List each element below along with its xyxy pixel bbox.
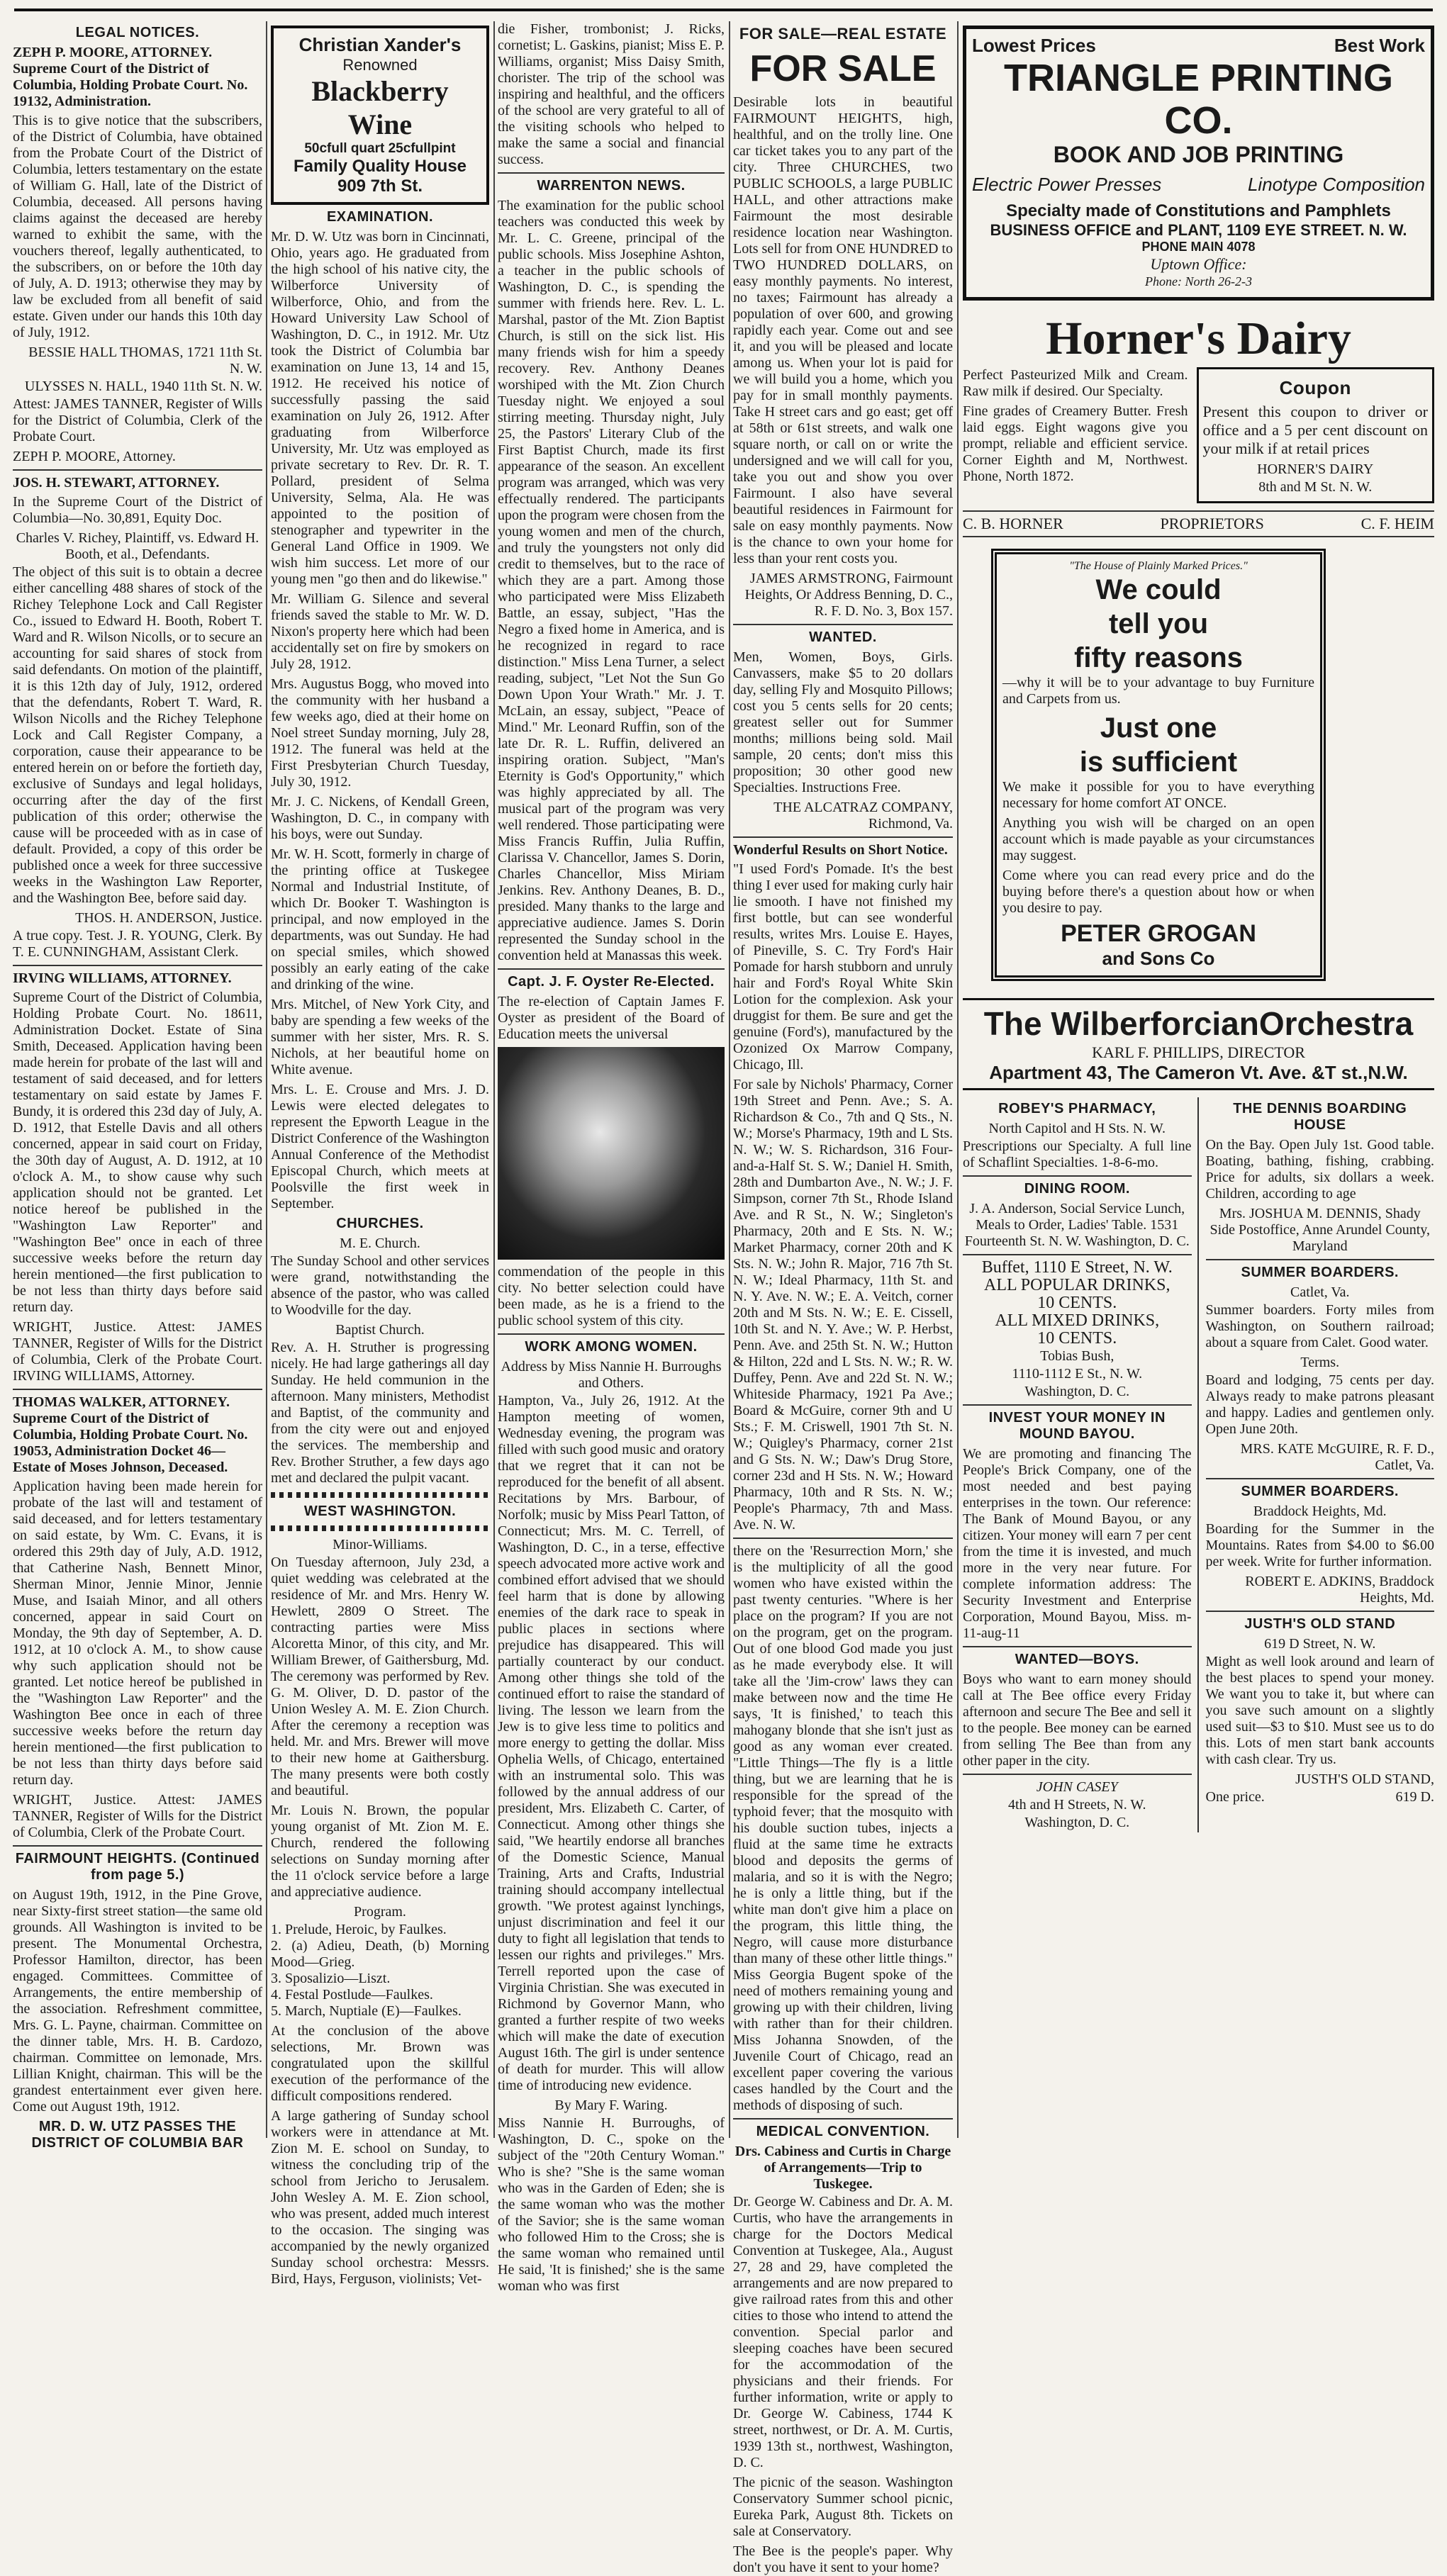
proprietor: C. B. HORNER: [963, 515, 1063, 532]
attorney: ZEPH P. MOORE, Attorney.: [13, 449, 176, 464]
ad-heading: WANTED—BOYS.: [1015, 1652, 1139, 1667]
divider: [13, 1845, 262, 1847]
ad-line: 50cfull quart 25cfullpint: [304, 141, 456, 156]
signature: WRIGHT, Justice. Attest: JAMES TANNER, Register of Wills for the District of Columbia, Clerk of the Probate Court.: [13, 1792, 262, 1840]
ad-line: 619 D.: [1395, 1789, 1434, 1805]
ad-line: Family Quality House: [293, 157, 467, 176]
section-heading: CHURCHES.: [336, 1216, 424, 1231]
column-news: [271, 21, 489, 2287]
article-heading: Capt. J. F. Oyster Re-Elected.: [508, 974, 715, 990]
ad-line: 1110-1112 E St., N. W.: [1012, 1366, 1143, 1382]
coupon-body: Present this coupon to driver or office and a 5 per cent discount on your milk if at retail prices: [1202, 403, 1428, 457]
ad-body: Anything you wish will be charged on an open account which is made payable as your circumstances may suggest.: [1002, 815, 1314, 863]
byline: Address by Miss Nannie H. Burroughs and Others.: [501, 1359, 722, 1391]
grogan-name: PETER GROGAN: [1061, 920, 1256, 947]
ad-heading: SUMMER BOARDERS.: [1241, 1484, 1399, 1499]
ad-line: BUSINESS OFFICE and PLANT, 1109 EYE STREET. N. W.: [990, 221, 1407, 239]
article-body: commendation of the people in this city. No better selection could have been made, as he is a friend to the public school system of this city.: [498, 1264, 725, 1328]
ad-line: Linotype Composition: [1247, 174, 1425, 195]
signature: ULYSSES N. HALL, 1940 11th St. N. W.: [24, 379, 262, 394]
column-rule: [957, 21, 959, 2138]
ad-heading: JUSTH'S OLD STAND: [1244, 1616, 1396, 1632]
divider: [498, 1333, 725, 1335]
divider: [733, 1538, 953, 1539]
ad-line: Best Work: [1334, 35, 1425, 56]
ad-line: JOHN CASEY: [1036, 1779, 1118, 1795]
signature: THOS. H. ANDERSON, Justice.: [75, 910, 262, 926]
article-heading: EXAMINATION.: [326, 209, 434, 225]
divider: [963, 1254, 1192, 1255]
ad-line: is sufficient: [1079, 746, 1238, 778]
ad-body: Might as well look around and learn of the best places to spend your money. We want you to take it, but where can you save such amount on a slightly used suit—$3 to $10. Must see us to do this. Lots of men start bank accounts with cash clear. Try us.: [1205, 1654, 1434, 1767]
notice: The picnic of the season. Washington Conservatory Summer school picnic, Eureka Park, August 8th. Tickets on sale at Conservatory.: [733, 2475, 953, 2539]
for-sale-title: FOR SALE: [749, 48, 937, 89]
article-heading: WARRENTON NEWS.: [537, 178, 686, 194]
orchestra-director: KARL F. PHILLIPS, DIRECTOR: [1092, 1043, 1305, 1061]
ad-line: Washington, D. C.: [1024, 1384, 1130, 1399]
ad-tagline: "The House of Plainly Marked Prices.": [1069, 560, 1248, 572]
divider: [733, 624, 953, 625]
divider: [13, 1389, 262, 1390]
orchestra-address: Apartment 43, The Cameron Vt. Ave. &T st.,N.W.: [989, 1062, 1408, 1083]
article-body: The examination for the public school teachers was conducted this week by Mr. L. C. Greene, principal of the public schools. Miss Josephine Ashton, a teacher in the public schools of Washington, D. C., is spending the summer with friends here. Rev. L. L. Marshal, pastor of the Mt. Zion Baptist Church, is still on the sick list. His many friends wish for him a speedy recovery. Rev. Anthony Deanes worshiped with the Mt. Zion Church Tuesday night. We enjoyed a soul stirring meeting. Thursday night, July 25, the Pastors' Literary Club of the First Baptist Church, made its first appearance of the season. An excellent program was arranged, which was very effectually rendered. The participants upon the program were chosen from the young women and men of the church, and truly the youngsters not only did credit to themselves, but to the race of which they are a part. Among those who participated were Miss Elizabeth Battle, an essay, subject, "Has the Negro a fixed home in America, and is he recognized in regard to race distinction." Miss Lena Turner, a select reading, subject, "Let Not the Sun Go Down Upon Your Wrath." Mr. J. T. McLain, an essay, subject, "Peace of Mind." Mr. Leonard Ruffin, son of the late Dr. R. L. Ruffin, delivered an inspiring oration. Subject, "Man's Eternity is God's Opportunity," which was highly appreciated by all. The musical part of the program was very well rendered. Those participating were Miss Francis Ruffin, Julia Ruffin, Clarissa V. Chancellor, James S. Dorin, Charles Chancellor, Miss Miriam Jenkins. Rev. Anthony Deanes, B. D., presided. Many thanks to the large and appreciative audience. James S. Dorin represented the Sunday school in the convention held at Manassas this week.: [498, 198, 725, 963]
coupon-heading: Coupon: [1279, 377, 1351, 398]
ad-line: Washington, D. C.: [1024, 1815, 1130, 1830]
divider: [1206, 1259, 1435, 1260]
ad-line: 4th and H Streets, N. W.: [1008, 1797, 1146, 1813]
sub-heading: M. E. Church.: [340, 1236, 420, 1251]
ad-line: Specialty made of Constitutions and Pamphlets: [1006, 201, 1391, 220]
ad-line: North Capitol and H Sts. N. W.: [988, 1121, 1166, 1136]
notice-body: This is to give notice that the subscribers, of the District of Columbia, have obtained from the Probate Court of the District of Columbia, letters testamentary on the estate of William G. Hall, late of the District of Columbia, deceased. All persons having claims against the deceased are hereby warned to exhibit the same, with the vouchers thereof, legally authenticated, to the subscribers, on or before the 10th day of July, A. D. 1913; otherwise they may by law be excluded from all benefit of said estate. Given under our hands this 10th day of July, 1912.: [13, 113, 262, 340]
program-item: 3. Sposalizio—Liszt.: [271, 1971, 391, 1986]
divider: [733, 2118, 953, 2119]
ad-heading: THE DENNIS BOARDING HOUSE: [1233, 1101, 1407, 1133]
ad-line: One price.: [1205, 1789, 1265, 1805]
sub-heading: Drs. Cabiness and Curtis in Charge of Arrangements—Trip to Tuskegee.: [734, 2144, 951, 2192]
ad-line: Phone: North 26-2-3: [1145, 274, 1252, 289]
divider: [963, 1404, 1192, 1406]
ad-sig: JUSTH'S OLD STAND,: [1295, 1771, 1434, 1787]
ad-heading: ROBEY'S PHARMACY,: [998, 1101, 1156, 1116]
grogan-sons: and Sons Co: [1102, 948, 1215, 969]
news-item: Mr. J. C. Nickens, of Kendall Green, Washington, D. C., in company with his boys, were out Sunday.: [271, 794, 489, 842]
signature: JAMES ARMSTRONG, Fairmount Heights, Or Address Benning, D. C., R. F. D. No. 3, Box 157.: [744, 571, 953, 619]
ads-right: [1206, 1097, 1435, 1832]
article-body: on August 19th, 1912, in the Pine Grove, near Sixty-first street station—the same old grounds. All Washington is invited to be present. The Monumental Orchestra, Professor Hamilton, director, has been engaged. Committees. Committee of Arrangements, the entire membership of the association. Refreshment committee, Mrs. G. L. Payne, chairman. Committee on the dinner table, Mrs. H. B. Cardozo, chairman. Committee on lemonade, Mrs. Lillian Knight, chairman. This will be the grandest entertainment ever given here. Come out August 19th, 1912.: [13, 1887, 262, 2115]
coupon-sig: HORNER'S DAIRY: [1257, 461, 1374, 477]
news-item: Mr. William G. Silence and several friends saved the stable to Mr. W. D. Nixon's property here which had been accidentally set on fire by smokers on July 28, 1912.: [271, 591, 489, 672]
ad-line: Blackberry Wine: [311, 75, 449, 140]
article-body: Miss Nannie H. Burroughs, of Washington, D. C., spoke on the subject of the "20th Century Woman." Who is she? "She is the same woman who was in the Garden of Eden; she is the same woman who was the mother of the Savior; she is the same woman who followed Him to the Cross; she is the same woman who remained until He said, 'It is finished;' she is the same woman who was first: [498, 2115, 725, 2294]
ad-line: Just one: [1100, 712, 1217, 744]
triangle-printing-ad: [963, 26, 1434, 301]
divider: [498, 172, 725, 174]
article-body: At the conclusion of the above selections, Mr. Brown was congratulated upon the skillful execution of the performance of the difficult compositions rendered.: [271, 2023, 489, 2104]
column-rule: [729, 21, 730, 2138]
portrait-photo: [498, 1047, 725, 1260]
ornament-strip: [271, 1525, 489, 1531]
program-item: 2. (a) Adieu, Death, (b) Morning Mood—Grieg.: [271, 1938, 489, 1970]
ad-line: fifty reasons: [1074, 642, 1243, 673]
article-body: The re-election of Captain James F. Oyster as president of the Board of Education meets the universal: [498, 994, 725, 1042]
ad-body: J. A. Anderson, Social Service Lunch, Meals to Order, Ladies' Table. 1531 Fourteenth St. N. W. Washington, D. C.: [964, 1201, 1190, 1249]
divider: [13, 469, 262, 471]
ad-line: ALL POPULAR DRINKS,: [984, 1276, 1171, 1294]
notice: The Bee is the people's paper. Why don't you have it sent to your home?: [733, 2543, 953, 2575]
ad-line: Braddock Heights, Md.: [1253, 1503, 1387, 1519]
grogan-furniture-ad: [991, 549, 1326, 981]
ad-line: Catlet, Va.: [1290, 1284, 1350, 1300]
ad-body: We are promoting and financing The People's Brick Company, one of the most needed and best paying enterprises in the town. Our reference: The Bank of Mound Bayou, or any citizen. Your money will earn 7 per cent from the time it is invested, and much more in the very near future. For complete information address: The Security Investment and Enterprise Corporation, Mound Bayou, Miss. m-11-aug-11: [963, 1446, 1192, 1641]
ad-body: "I used Ford's Pomade. It's the best thing I ever used for making curly hair lie smooth. I have not finished my first bottle, but can see wonderful results, writes Mrs. Louise E. Hayes, of Pineville, S. C. Try Ford's Hair Pomade for harsh stubborn and unruly hair and Ford's Royal White Skin Lotion for the complexion. Ask your druggist for them. Be sure and get the genuine (Ford's), manufactured by the Ozonized Ox Marrow Company, Chicago, Ill.: [733, 861, 953, 1073]
notice-body: Application having been made herein for probate of the last will and testament of said deceased, and for letters testamentary on said estate, by Wm. C. Evans, it is ordered this 29th day of July, A.D. 1912, that Catherine Nash, Bennett Minor, Sherman Minor, Jennie Minor, Jennie Muse, and Isaiah Minor, and all others concerned, appear in said Court on Monday, the 9th day of September, A. D. 1912, at 10 o'clock A. M., to show cause why such application should not be granted. Let notice hereof be published in the "Washington Law Reporter" and the Washington Bee once in each of three successive weeks before the return day herein mentioned—the first publication to be not less than thirty days before said return day.: [13, 1479, 262, 1788]
ad-line: 619 D Street, N. W.: [1264, 1636, 1376, 1652]
sub-heading: Minor-Williams.: [333, 1537, 428, 1552]
ad-line: ALL MIXED DRINKS,: [995, 1311, 1160, 1330]
notice-heading: ZEPH P. MOORE, ATTORNEY. Supreme Court of the District of Columbia, Holding Probate Court. No. 19132, Administration.: [13, 45, 248, 109]
ad-sig: MRS. KATE McGUIRE, R. F. D., Catlet, Va.: [1240, 1441, 1434, 1473]
proprietor-label: PROPRIETORS: [1160, 515, 1264, 532]
article-body: Mr. D. W. Utz was born in Cincinnati, Ohio, years ago. He graduated from the high school of his native city, the Wilberforce University of Wilberforce, Ohio, and from the Howard University Law School of Washington, D. C., in 1912. Mr. Utz took the District of Columbia bar examination on June 13, 14 and 15, 1912. He received his notice of successfully passing the said examination on July 26, 1912. After graduating from Wilberforce University, Mr. Utz was employed as private secretary to Rev. Dr. R. T. Pollard, president of Selma University, Selma, Ala. He was appointed to the position of stenographer and typewriter in the General Land Office in 1909. We wish him success. Let more of our young men "go then and do likewise.": [271, 229, 489, 587]
article-body: On Tuesday afternoon, July 23d, a quiet wedding was celebrated at the residence of Mr. and Mrs. Henry W. Hewlett, 2809 O Street. The contracting parties were Miss Alcoretta Minor, of this city, and Mr. William Brewer, of Gaithersburg, Md. The ceremony was performed by Rev. G. M. Oliver, D. D. pastor of the Union Wesley A. M. E. Zion Church. After the ceremony a reception was held. Mr. and Mrs. Brewer will move to their new home at Gaithersburg. The many presents were both costly and beautiful.: [271, 1555, 489, 1798]
ad-body: Summer boarders. Forty miles from Washington, on Southern railroad; about a square from Calet. Good water.: [1205, 1302, 1434, 1350]
ad-line: Uptown Office:: [1150, 255, 1247, 273]
article-body: Rev. A. H. Struther is progressing nicely. He had large gatherings all day Sunday. He held communion in the afternoon. Many ministers, Methodist and Baptist, of the community and from the city were out and enjoyed the services. The membership and Rev. Brother Struther, a few days ago met and declared the pulpit vacant.: [271, 1340, 489, 1486]
notice-body: The object of this suit is to obtain a decree either cancelling 488 shares of stock of the Richey Telephone Lock and Call Register Co., issued to Edward H. Booth, Robert T. Ward and R. Wilson Nicolls, or to secure an accounting for said shares of stock from said defendants. On motion of the plaintiff, it is this 12th day of July, 1912, ordered that the defendants, Robert T. Ward, R. Wilson Nicolls and the Richey Telephone Lock and Call Register Company, a corporation, cause their appearance to be entered herein on or before the fortieth day, exclusive of Sundays and legal holidays, occurring after the day of the first publication of this order; otherwise the cause will be proceeded with as in case of default. Provided, a copy of this order be published once a week for three successive weeks in the Washington Law Reporter, and the Washington Bee, before said day.: [13, 564, 262, 906]
ad-body: We make it possible for you to have everything necessary for home comfort AT ONCE.: [1002, 779, 1314, 811]
orchestra-name: The WilberforcianOrchestra: [983, 1005, 1414, 1042]
program-item: 5. March, Nuptiale (E)—Faulkes.: [271, 2003, 462, 2019]
ad-sig: ROBERT E. ADKINS, Braddock Heights, Md.: [1245, 1574, 1434, 1606]
horner-dairy-ad: [963, 310, 1434, 537]
ad-heading: WANTED.: [809, 629, 877, 645]
coupon-addr: 8th and M St. N. W.: [1258, 479, 1373, 495]
article-body: Dr. George W. Cabiness and Dr. A. M. Curtis, who have the arrangements in charge for the Doctors Medical Convention at Tuskegee, Ala., August 27, 28 and 29, have completed the arrangements and are now prepared to give railroad rates from this and other cities to those who intend to attend the convention. Special parlor and sleeping coaches have been secured for the accommodation of the physicians and their friends. For further information, write or apply to Dr. George W. Cabiness, 1744 K street, northwest, or Dr. A. M. Curtis, 1939 13th st., northwest, Washington, D. C.: [733, 2194, 953, 2470]
article-body: there on the 'Resurrection Morn,' she is the multiplicity of all the good women who have existed within the past twenty centuries. "Where is her place on the program? If you are not on the program, get on the program. Out of one blood God made you just as he made everybody else. It will take all the 'Jim-crow' laws they can make between now and the time He says, 'It is finished,' to teach this mahogany blonde that she isn't just as good as any woman ever created. "Little Things—The fly is a little thing, but we are learning that he is responsible for the spread of the typhoid fever; that the mosquito with his double suction tubes, injects a fluid at the same time he extracts blood and deposits the germs of malaria, and so it is with the Negro; he is only a little thing, but if the white man don't give him a place on the program, this little thing, the Negro, will cause more disturbance than many of these other little things." Miss Georgia Bugent spoke of the need of mothers remaining young and growing up with their children, living with rather than for their children. Miss Johanna Snowden, of the Juvenile Court of Chicago, read an excellent paper covering the various cases handled by the Court and the methods of disposing of such.: [733, 1543, 953, 2113]
ad-body: Prescriptions our Specialty. A full line of Schaflint Specialties. 1-8-6-mo.: [963, 1138, 1192, 1170]
ads-left: [963, 1097, 1199, 1832]
divider: [1206, 1478, 1435, 1479]
court-line: In the Supreme Court of the District of Columbia—No. 30,891, Equity Doc.: [13, 494, 262, 526]
article-body: die Fisher, trombonist; J. Ricks, cornetist; L. Gaskins, pianist; Miss E. P. Williams, organist; Miss Daisy Smith, chorister. The trip of the school was inspiring and healthful, and the officers of the school are very grateful to all of the visiting schools who helped to make the same a social and financial success.: [498, 21, 725, 167]
parties: Charles V. Richey, Plaintiff, vs. Edward H. Booth, et al., Defendants.: [16, 530, 259, 562]
article-heading: WORK AMONG WOMEN.: [525, 1339, 698, 1355]
proprietor: C. F. HEIM: [1361, 515, 1434, 532]
true-copy: A true copy. Test. J. R. YOUNG, Clerk. By T. E. CUNNINGHAM, Assistant Clerk.: [13, 928, 262, 960]
program-item: 4. Festal Postlude—Faulkes.: [271, 1987, 433, 2003]
ad-body: Desirable lots in beautiful FAIRMOUNT HEIGHTS, high, healthful, and on the trolly line. One car ticket takes you to any part of the city. Three CHURCHES, two PUBLIC SCHOOLS, a large PUBLIC HALL, and other attractions make Fairmount the most desirable residence location near Washington. Lots sell for from ONE HUNDRED to TWO HUNDRED DOLLARS, on easy monthly payments. No interest, no taxes; Fairmount has already a population of over 600, and growing rapidly each year. Come out and see it, and you will be pleased and locate among us. When your lot is paid for we will build you a home, which you pay for in small monthly payments. Take H street cars and go east; get off at 58th or 61st streets, and walk one square north, or call on or write the undersigned and we will call for you, take you out and show you over Fairmount. I also have several beautiful residences in Fairmount for sale on easy monthly payments. Now is the chance to own your home for less than your rent costs you.: [733, 94, 953, 566]
ad-line: Lowest Prices: [972, 35, 1096, 56]
divider: [963, 1646, 1192, 1647]
orchestra-ad: [963, 998, 1434, 1090]
triangle-name: TRIANGLE PRINTING CO.: [1004, 57, 1393, 142]
ad-line: tell you: [1108, 608, 1209, 639]
divider: [13, 965, 262, 966]
column-advertisements: [963, 21, 1434, 2138]
ad-body: On the Bay. Open July 1st. Good table. Boating, bathing, fishing, crabbing. Price for adults, six dollars a week. Children, according to age: [1205, 1137, 1434, 1202]
ad-line: Tobias Bush,: [1040, 1348, 1114, 1364]
notice-body: Supreme Court of the District of Columbia, Holding Probate Court. No. 18611, Administration Docket. Estate of Sina Smith, Deceased. Application having been made herein for probate of the last will and testament of said deceased, and for letters testamentary on said estate by James F. Bundy, it is ordered this 23d day of July, A. D. 1912, that Estelle Davis and all others concerned, appear in said court on Friday, the 30th day of August, A. D. 1912, at 10 o'clock A. M., to show cause why such application should not be granted. Let notice hereof be published in the "Washington Law Reporter" and "Washington Bee" once in each of three successive weeks before the return day herein mentioned—the first publication to be not less than thirty days before said return day.: [13, 990, 262, 1315]
divider: [498, 968, 725, 970]
xander-wine-ad: [271, 26, 489, 205]
ad-line: PHONE MAIN 4078: [1141, 240, 1256, 254]
ad-line: Renowned: [342, 56, 418, 74]
ad-line: 909 7th St.: [337, 177, 423, 196]
ad-line: Electric Power Presses: [972, 174, 1162, 195]
sub-heading: Program.: [354, 1904, 406, 1920]
ad-line: 10 CENTS.: [1037, 1294, 1117, 1312]
news-item: Mrs. Augustus Bogg, who moved into the community with her husband a few weeks ago, died at their home on Noel street Sunday morning, July 28, 1912. The funeral was held at the First Presbyterian Church Tuesday, July 30, 1912.: [271, 676, 489, 790]
column-rule: [266, 21, 267, 2138]
top-rule: [14, 9, 1433, 11]
sub-heading: Baptist Church.: [335, 1322, 425, 1338]
byline: By Mary F. Waring.: [554, 2098, 668, 2113]
horner-name: Horner's Dairy: [1046, 313, 1351, 364]
ad-heading: INVEST YOUR MONEY IN MOUND BAYOU.: [988, 1410, 1166, 1442]
ad-line: Buffet, 1110 E Street, N. W.: [981, 1258, 1173, 1277]
ad-body: Perfect Pasteurized Milk and Cream. Raw milk if desired. Our Specialty.: [963, 367, 1188, 399]
notice-heading: JOS. H. STEWART, ATTORNEY.: [13, 475, 220, 491]
ad-body: Boys who want to earn money should call at The Bee office every Friday afternoon and secure The Bee and sell it to the people. Bee money can be earned from selling The Bee than from any other paper in the city.: [963, 1671, 1192, 1769]
ad-body: Boarding for the Summer in the Mountains. Rates from $4.00 to $6.00 per week. Write for further information.: [1205, 1521, 1434, 1569]
notice-heading: IRVING WILLIAMS, ATTORNEY.: [13, 970, 232, 986]
article-body: A large gathering of Sunday school workers were in attendance at Mt. Zion M. E. school on Sunday, to witness the concluding trip of the school from Jericho to Jerusalem. John Wesley A. M. E. Zion school, who was present, added much interest to the occasion. The singing was accompanied by the newly organized Sunday school orchestra: Messrs. Bird, Hays, Ferguson, violinists; Vet-: [271, 2108, 489, 2287]
divider: [1206, 1611, 1435, 1612]
signature: THE ALCATRAZ COMPANY, Richmond, Va.: [773, 800, 953, 831]
ad-line: BOOK AND JOB PRINTING: [1053, 142, 1344, 167]
article-body: The Sunday School and other services were grand, notwithstanding the absence of the pastor, who was called to Woodville for the day.: [271, 1253, 489, 1318]
ad-body: Board and lodging, 75 cents per day. Always ready to make patrons pleasant and happy. Ladies and gentlemen only. Open June 20th.: [1205, 1372, 1434, 1437]
attest: Attest: JAMES TANNER, Register of Wills for the District of Columbia, Clerk of the Probate Court.: [13, 396, 262, 444]
article-body: Mr. Louis N. Brown, the popular young organist of Mt. Zion M. E. Church, rendered the following selections on Sunday morning after the 11 o'clock service before a large and appreciative audience.: [271, 1803, 489, 1900]
news-item: Mrs. Mitchel, of New York City, and baby are spending a few weeks of the summer with her sister, Mrs. R. S. Nichols, at her beautiful home on White avenue.: [271, 997, 489, 1077]
section-heading: FOR SALE—REAL ESTATE: [739, 25, 947, 43]
ad-line: We could: [1095, 574, 1222, 605]
article-heading: FAIRMOUNT HEIGHTS. (Continued from page 5.): [15, 1851, 260, 1883]
article-body: Hampton, Va., July 26, 1912. At the Hampton meeting of women, Wednesday evening, the program was filled with such good music and oratory that we regret that it can not be reproduced for the benefit of all absent. Recitations by Mrs. Barbour, of Norfolk; music by Miss Pearl Tatton, of Connecticut; Mrs. M. C. Terrell, of Washington, D. C., in a terse, effective speech advocated more active work and combined effort advised that we should feel harm that is done by allowing enemies of the dark race to speak in public places in sections where prejudice has disappeared. This will partially counteract by our conduct. Among other things she told of the continued effort to raise the standard of living. The lesson we learn from the Jew is to give less time to politics and more energy to getting the dollar. Miss Ophelia Wells, of Chicago, entertained with an instrumental solo. This was followed by the annual address of our president, Mrs. Elizabeth C. Carter, of Connecticut. Among other things she said, "We heartily endorse all branches of the Domestic Science, Manual Training, Arts and Crafts, Industrial training should accompany intellectual growth. "We protest against lynchings, unjust discrimination and feel it our duty to fight all legislation that tends to lessen our rights and privileges." Mrs. Terrell reported upon the case of Virginia Christian. She was executed in Richmond by Governor Mann, who granted a further respite of two weeks which will make the date of execution August 16th. The girl is under sentence of death for murder. This will allow time of introducing new evidence.: [498, 1393, 725, 2093]
article-heading: MEDICAL CONVENTION.: [756, 2124, 930, 2139]
ornament-strip: [271, 1492, 489, 1498]
program-item: 1. Prelude, Heroic, by Faulkes.: [271, 1922, 447, 1937]
ad-body: For sale by Nichols' Pharmacy, Corner 19th Street and Penn. Ave.; S. A. Richardson & Co., 7th and Q Sts., N. W.; Morse's Pharmacy, 19th and L Sts. N. W.; W. S. Richardson, 316 Four-and-a-Half St. S. W.; Daniel H. Smith, 28th and Dumbarton Ave., N. W.; J. F. Simpson, corner 7th St., Rhode Island Ave. and R St., N. W.; Singleton's Pharmacy, 20th and E Sts. N. W.; Market Pharmacy, corner 20th and K Sts. N. W.; John R. Major, 716 7th St. N. W.; Ideal Pharmacy, 11th St. and N. Y. Ave. N. W.; E. A. Veitch, corner 20th and M Sts. N. W.; E. E. Cissell, 10th St. and N. Y. Ave.; W. P. Herbst, Penn. Ave. and 25th St. N. W.; Hutton & Hilton, 22d and L Sts. N. W.; R. W. Duffey, Penn. Ave and 22d St. N. W.; Whiteside Pharmacy, 1921 Pa Ave.; Board & McGuire, corner 9th and U Sts.; F. M. Criswell, 1901 7th St. N. W.; Quigley's Pharmacy, corner 21st and G Sts. N. W.; Daw's Drug Store, corner 23d and H Sts. N. W.; Howard Pharmacy, 10th and R Sts. N. W.; People's Pharmacy, 7th and Mass. Ave. N. W.: [733, 1077, 953, 1533]
column-legal-notices: [13, 21, 262, 2151]
ad-sig: Mrs. JOSHUA M. DENNIS, Shady Side Postoffice, Anne Arundel County, Maryland: [1209, 1206, 1431, 1254]
section-title: LEGAL NOTICES.: [75, 25, 200, 40]
article-heading: MR. D. W. UTZ PASSES THE DISTRICT OF COLUMBIA BAR: [31, 2119, 244, 2151]
ad-heading: SUMMER BOARDERS.: [1241, 1265, 1399, 1280]
divider: [733, 836, 953, 838]
ad-line: Christian Xander's: [298, 34, 462, 55]
ad-body: —why it will be to your advantage to buy Furniture and Carpets from us.: [1002, 675, 1314, 707]
notice-heading: THOMAS WALKER, ATTORNEY. Supreme Court of the District of Columbia, Holding Probate Court. No. 19053, Administration Docket 46—Estate of Moses Johnson, Deceased.: [13, 1394, 248, 1475]
ad-line: 10 CENTS.: [1037, 1329, 1117, 1348]
column-rule: [493, 21, 495, 2138]
column-classifieds: [733, 21, 953, 2575]
signature: WRIGHT, Justice. Attest: JAMES TANNER, Register of Wills for the District of Columbia, Clerk of the Probate Court. IRVING WILLIAMS, Attorney.: [13, 1319, 262, 1384]
ad-line: Terms.: [1300, 1355, 1340, 1370]
ad-heading: Wonderful Results on Short Notice.: [733, 842, 948, 858]
ad-body: Fine grades of Creamery Butter. Fresh laid eggs. Eight wagons give you prompt, reliable and efficient service. Corner Eighth and M, Northwest. Phone, North 1872.: [963, 403, 1188, 484]
news-item: Mrs. L. E. Crouse and Mrs. J. D. Lewis were elected delegates to represent the Epworth League in the District Conference of the Washington Annual Conference of the Methodist Episcopal Church, which meets at Poolsville the first week in September.: [271, 1082, 489, 1211]
ad-body: Come where you can read every price and do the buying before there's a question about how or when you desire to pay.: [1002, 868, 1314, 916]
ad-body: Men, Women, Boys, Girls. Canvassers, make $5 to 20 dollars day, selling Fly and Mosquito Pillows; cost you 5 cents sells for 20 cents; greatest seller out for Summer months; millions being sold. Mail sample, 20 cents; don't miss this proposition; 30 other good new Specialties. Instructions Free.: [733, 649, 953, 795]
signature: BESSIE HALL THOMAS, 1721 11th St. N. W.: [28, 345, 262, 376]
divider: [963, 1774, 1192, 1775]
column-news-2: [498, 21, 725, 2294]
divider: [963, 1175, 1192, 1177]
ad-heading: DINING ROOM.: [1024, 1181, 1130, 1197]
section-heading: WEST WASHINGTON.: [303, 1503, 457, 1519]
news-item: Mr. W. H. Scott, formerly in charge of the printing office at Tuskegee Normal and Industrial Institute, of which Dr. Booker T. Washington is principal, and now employed in the departments, was out Sunday. He had on special smiles, which showed possibly an early eating of the cake and drinking of the wine.: [271, 846, 489, 992]
